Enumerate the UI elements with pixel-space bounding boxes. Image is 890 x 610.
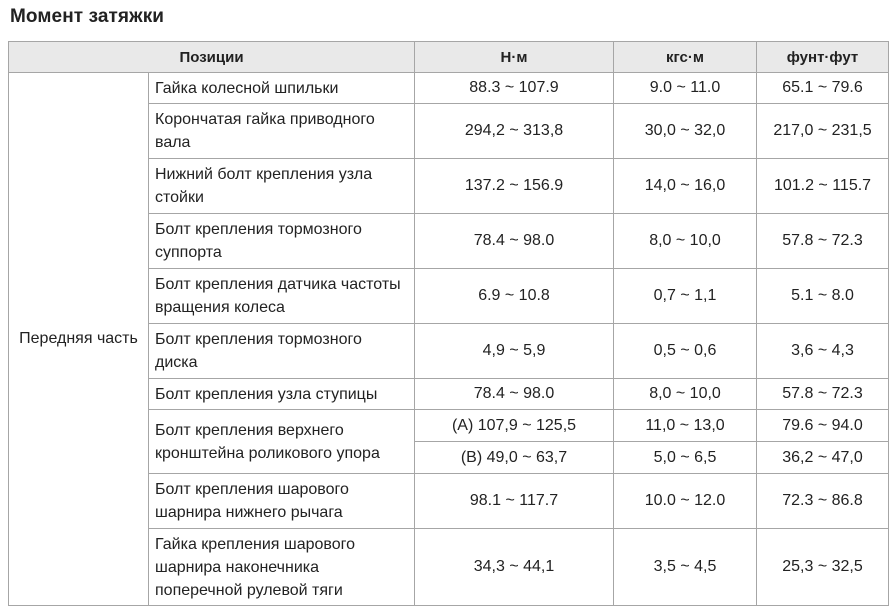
position-cell: Гайка крепления шарового шарнира наконечника поперечной рулевой тяги [149, 529, 415, 606]
nm-cell: (A) 107,9 ~ 125,5 [415, 410, 614, 442]
lbft-cell: 79.6 ~ 94.0 [757, 410, 889, 442]
kgfm-cell: 8,0 ~ 10,0 [614, 214, 757, 269]
nm-cell: 78.4 ~ 98.0 [415, 379, 614, 410]
lbft-cell: 3,6 ~ 4,3 [757, 324, 889, 379]
lbft-cell: 101.2 ~ 115.7 [757, 159, 889, 214]
header-nm: Н·м [415, 42, 614, 73]
nm-cell: 88.3 ~ 107.9 [415, 73, 614, 104]
lbft-cell: 72.3 ~ 86.8 [757, 474, 889, 529]
header-kgfm: кгс·м [614, 42, 757, 73]
page-title: Момент затяжки [10, 6, 165, 27]
kgfm-cell: 8,0 ~ 10,0 [614, 379, 757, 410]
kgfm-cell: 0,5 ~ 0,6 [614, 324, 757, 379]
lbft-cell: 25,3 ~ 32,5 [757, 529, 889, 606]
nm-cell: 98.1 ~ 117.7 [415, 474, 614, 529]
nm-cell: 294,2 ~ 313,8 [415, 104, 614, 159]
torque-table [8, 41, 889, 606]
group-label: Передняя часть [9, 73, 149, 606]
header-position: Позиции [9, 42, 415, 73]
position-cell: Болт крепления тормозного диска [149, 324, 415, 379]
nm-cell: 4,9 ~ 5,9 [415, 324, 614, 379]
lbft-cell: 57.8 ~ 72.3 [757, 379, 889, 410]
position-cell: Болт крепления шарового шарнира нижнего рычага [149, 474, 415, 529]
nm-cell: 6.9 ~ 10.8 [415, 269, 614, 324]
lbft-cell: 57.8 ~ 72.3 [757, 214, 889, 269]
header-row [9, 42, 889, 73]
kgfm-cell: 5,0 ~ 6,5 [614, 442, 757, 474]
nm-cell: (B) 49,0 ~ 63,7 [415, 442, 614, 474]
position-cell: Нижний болт крепления узла стойки [149, 159, 415, 214]
kgfm-cell: 9.0 ~ 11.0 [614, 73, 757, 104]
kgfm-cell: 30,0 ~ 32,0 [614, 104, 757, 159]
nm-cell: 78.4 ~ 98.0 [415, 214, 614, 269]
position-cell: Болт крепления тормозного суппорта [149, 214, 415, 269]
kgfm-cell: 14,0 ~ 16,0 [614, 159, 757, 214]
position-cell: Болт крепления верхнего кронштейна роликового упора [149, 410, 415, 474]
position-cell: Гайка колесной шпильки [149, 73, 415, 104]
lbft-cell: 217,0 ~ 231,5 [757, 104, 889, 159]
nm-cell: 137.2 ~ 156.9 [415, 159, 614, 214]
nm-cell: 34,3 ~ 44,1 [415, 529, 614, 606]
kgfm-cell: 0,7 ~ 1,1 [614, 269, 757, 324]
lbft-cell: 36,2 ~ 47,0 [757, 442, 889, 474]
kgfm-cell: 10.0 ~ 12.0 [614, 474, 757, 529]
kgfm-cell: 11,0 ~ 13,0 [614, 410, 757, 442]
kgfm-cell: 3,5 ~ 4,5 [614, 529, 757, 606]
table-row [9, 73, 889, 104]
lbft-cell: 5.1 ~ 8.0 [757, 269, 889, 324]
lbft-cell: 65.1 ~ 79.6 [757, 73, 889, 104]
position-cell: Болт крепления узла ступицы [149, 379, 415, 410]
header-lbft: фунт·фут [757, 42, 889, 73]
position-cell: Корончатая гайка приводного вала [149, 104, 415, 159]
position-cell: Болт крепления датчика частоты вращения колеса [149, 269, 415, 324]
